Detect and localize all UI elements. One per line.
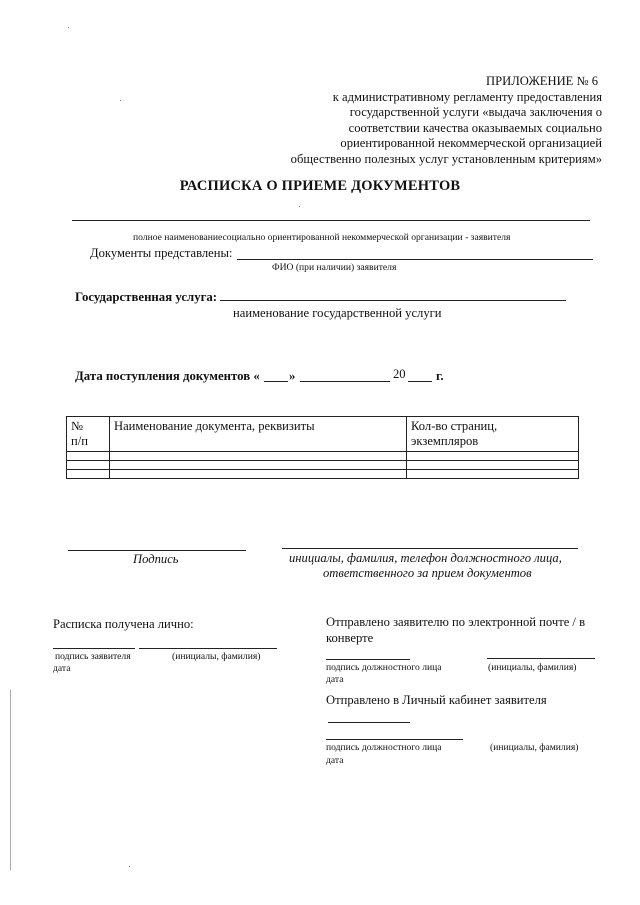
appendix-line: соответствии качества оказываемых социально xyxy=(348,120,602,135)
official-caption-line1: инициалы, фамилия, телефон должностного лица, xyxy=(289,551,562,565)
scan-edge-mark xyxy=(10,690,11,870)
scan-speck xyxy=(299,206,300,207)
cell-number[interactable] xyxy=(67,470,110,479)
header-document-name: Наименование документа, реквизиты xyxy=(110,417,407,452)
email-official-signature-caption: подпись должностного лица xyxy=(326,662,442,673)
applicant-signature-caption: подпись заявителя xyxy=(55,651,131,662)
scan-speck xyxy=(129,866,130,867)
applicant-name-caption: ФИО (при наличии) заявителя xyxy=(272,262,397,273)
cell-pages[interactable] xyxy=(407,470,579,479)
appendix-line: государственной услуги «выдача заключения о xyxy=(349,105,602,120)
applicant-name-line[interactable] xyxy=(237,259,593,260)
appendix-block xyxy=(291,74,602,168)
cell-document-name[interactable] xyxy=(110,461,407,470)
organization-caption: полное наименованиесоциально ориентированной некоммерческой организации - заявителя xyxy=(133,232,511,243)
email-date-caption: дата xyxy=(326,674,344,685)
header-number-line: п/п xyxy=(71,434,88,448)
appendix-line: к административному регламенту предоставления xyxy=(332,89,602,104)
date-close-quote: » xyxy=(289,369,296,383)
cabinet-official-initials-caption: (инициалы, фамилия) xyxy=(490,742,579,753)
date-year-line[interactable] xyxy=(408,381,432,382)
cell-document-name[interactable] xyxy=(110,452,407,461)
organization-line[interactable] xyxy=(72,220,590,221)
cell-pages[interactable] xyxy=(407,452,579,461)
cell-number[interactable] xyxy=(67,452,110,461)
sent-email-label-line2: конверте xyxy=(326,631,374,645)
cabinet-date-caption: дата xyxy=(326,755,344,766)
header-pages-line: Кол-во страниц, xyxy=(411,419,498,433)
cabinet-official-signature-line[interactable] xyxy=(328,722,410,723)
table-row[interactable] xyxy=(67,470,579,479)
email-official-signature-line[interactable] xyxy=(326,659,410,660)
table-row[interactable] xyxy=(67,461,579,470)
document-title: РАСПИСКА О ПРИЕМЕ ДОКУМЕНТОВ xyxy=(179,178,461,194)
applicant-initials-line[interactable] xyxy=(139,648,277,649)
appendix-line: ориентированной некоммерческой организацией xyxy=(340,136,602,151)
service-label: Государственная услуга: xyxy=(75,290,218,304)
table-header-row xyxy=(67,417,579,452)
sent-cabinet-label: Отправлено в Личный кабинет заявителя xyxy=(326,693,547,707)
header-pages-line: экземпляров xyxy=(411,434,479,448)
cell-number[interactable] xyxy=(67,461,110,470)
applicant-signature-line[interactable] xyxy=(53,648,135,649)
appendix-heading: ПРИЛОЖЕНИЕ № 6 xyxy=(486,74,598,88)
date-received-label: Дата поступления документов « xyxy=(75,369,260,383)
date-year-prefix: 20 xyxy=(393,367,406,381)
date-day-line[interactable] xyxy=(264,381,288,382)
appendix-line: общественно полезных услуг установленным критериям» xyxy=(290,151,602,166)
sent-email-label-line1: Отправлено заявителю по электронной почте / в xyxy=(326,615,586,629)
scan-speck xyxy=(68,27,69,28)
date-year-suffix: г. xyxy=(436,369,444,383)
applicant-initials-caption: (инициалы, фамилия) xyxy=(172,651,261,662)
documents-table xyxy=(66,416,579,479)
received-personally-label: Расписка получена лично: xyxy=(53,617,194,631)
official-line[interactable] xyxy=(282,548,578,549)
email-official-initials-caption: (инициалы, фамилия) xyxy=(488,662,577,673)
table-row[interactable] xyxy=(67,452,579,461)
cell-document-name[interactable] xyxy=(110,470,407,479)
signature-line[interactable] xyxy=(68,550,246,551)
cabinet-official-date-line[interactable] xyxy=(326,739,463,740)
service-line[interactable] xyxy=(220,300,566,301)
cell-pages[interactable] xyxy=(407,461,579,470)
signature-caption: Подпись xyxy=(133,552,179,566)
scan-speck xyxy=(120,100,121,101)
cabinet-official-signature-caption: подпись должностного лица xyxy=(326,742,442,753)
applicant-date-caption: дата xyxy=(53,663,71,674)
email-official-initials-line[interactable] xyxy=(487,658,595,659)
documents-submitted-label: Документы представлены: xyxy=(90,246,233,260)
header-number-line: № xyxy=(71,419,84,433)
date-month-line[interactable] xyxy=(300,381,390,382)
official-caption-line2: ответственного за прием документов xyxy=(323,566,532,580)
header-number xyxy=(67,417,110,452)
service-caption: наименование государственной услуги xyxy=(233,306,442,320)
header-pages xyxy=(407,417,579,452)
